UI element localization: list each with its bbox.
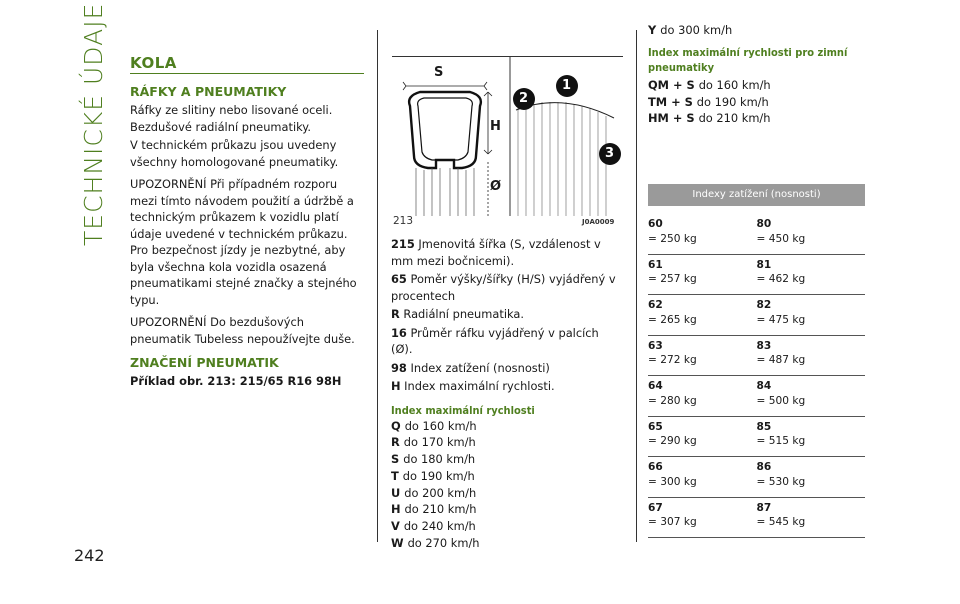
load-weight-value: = 300 kg <box>648 475 697 488</box>
winter-speed-list <box>648 77 868 127</box>
load-table-cell <box>648 339 757 376</box>
load-weight-value: = 530 kg <box>756 475 806 488</box>
paragraph-warning-2: UPOZORNĚNÍ Do bezdušových pneumatik Tubeless nepoužívejte duše. <box>130 315 355 346</box>
subsection-title-rims: RÁFKY A PNEUMATIKY <box>130 84 287 99</box>
label-s: S <box>434 65 444 80</box>
speed-index-title: Index maximální rychlosti <box>391 403 535 417</box>
load-table-header: Indexy zatížení (nosnosti) <box>648 184 865 206</box>
load-table-cell <box>757 217 866 254</box>
label-h: H <box>490 119 501 134</box>
load-table-cell <box>757 298 866 335</box>
definition-item: 98 Index zatížení (nosnosti) <box>391 360 550 375</box>
label-diameter: Ø <box>490 179 502 194</box>
load-table-cell <box>757 420 866 457</box>
speed-item: Q do 160 km/h <box>391 418 477 433</box>
load-weight-value: = 250 kg <box>648 232 697 245</box>
load-index-value: 87 <box>756 501 772 514</box>
speed-item: T do 190 km/h <box>391 468 475 483</box>
load-weight-value: = 462 kg <box>756 273 806 285</box>
speed-item: W do 270 km/h <box>391 536 480 551</box>
tire-figure <box>392 56 623 228</box>
paragraph-rims: Ráfky ze slitiny nebo lisované oceli. Bezdušové radiální pneumatiky. <box>130 103 333 134</box>
load-weight-value: = 487 kg <box>756 354 806 366</box>
load-index-value: 64 <box>648 380 663 392</box>
load-index-value: 63 <box>648 339 663 352</box>
load-table-cell <box>757 379 866 416</box>
load-table-row <box>648 457 865 498</box>
winter-speed-item: HM + S do 210 km/h <box>648 111 771 126</box>
winter-speed-title: Index maximální rychlosti pro zimní pneumatiky <box>648 45 848 74</box>
load-index-value: 86 <box>756 461 772 473</box>
column-3 <box>648 22 868 127</box>
page-number: 242 <box>74 546 105 565</box>
load-weight-value: = 272 kg <box>648 354 697 366</box>
load-index-value: 80 <box>756 218 772 230</box>
load-table-cell <box>648 298 757 335</box>
load-weight-value: = 515 kg <box>756 435 806 447</box>
callout-1: 1 <box>562 78 572 93</box>
side-title <box>72 2 116 246</box>
load-weight-value: = 290 kg <box>648 435 697 447</box>
load-table-cell <box>648 420 757 457</box>
load-table-row <box>648 255 865 296</box>
load-table-row <box>648 417 865 458</box>
load-weight-value: = 545 kg <box>756 516 806 528</box>
load-table-cell <box>757 258 866 295</box>
load-table-body <box>648 214 865 538</box>
winter-speed-item: TM + S do 190 km/h <box>648 94 769 109</box>
definition-list <box>391 236 623 395</box>
load-table-cell <box>757 460 866 497</box>
load-weight-value: = 280 kg <box>648 394 697 407</box>
load-index-value: 60 <box>648 218 663 230</box>
definition-item: 16 Průměr ráfku vyjádřený v palcích (Ø). <box>391 325 599 356</box>
load-index-value: 85 <box>756 420 772 433</box>
load-index-value: 81 <box>756 258 772 271</box>
load-weight-value: = 307 kg <box>648 516 697 528</box>
load-index-value: 62 <box>648 299 663 311</box>
section-rule <box>130 73 364 74</box>
definition-item: 215 Jmenovitá šířka (S, vzdálenost v mm mezi bočnicemi). <box>391 237 601 268</box>
load-table-cell <box>648 460 757 497</box>
winter-speed-item: QM + S do 160 km/h <box>648 77 771 92</box>
subsection-title-marking: ZNAČENÍ PNEUMATIK <box>130 355 279 370</box>
load-table-row <box>648 214 865 255</box>
load-weight-value: = 265 kg <box>648 313 697 326</box>
load-weight-value: = 475 kg <box>756 313 806 326</box>
tread-lines <box>518 102 606 216</box>
load-table-row <box>648 295 865 336</box>
rim-lines <box>416 168 474 216</box>
paragraph-warning-1: UPOZORNĚNÍ Při případném rozporu mezi tímto návodem použití a údržbě a technickým průkazem k vozidlu platí údaje uvedené v technickém průkazu. Pro bezpečnost jízdy je nezbytné, aby byla všechna kola vozidla osazená pneumatikami stejné značky a stejného typu. <box>130 177 357 307</box>
load-table-cell <box>648 501 757 538</box>
speed-item: H do 210 km/h <box>391 502 477 517</box>
load-index-value: 66 <box>648 461 663 473</box>
load-table-row <box>648 336 865 377</box>
example-line: Příklad obr. 213: 215/65 R16 98H <box>130 374 342 388</box>
definition-item: H Index maximální rychlosti. <box>391 379 555 393</box>
tire-diagram <box>392 56 623 216</box>
callout-2: 2 <box>519 91 529 106</box>
load-table-cell <box>648 258 757 295</box>
speed-item: R do 170 km/h <box>391 435 476 450</box>
load-table-cell <box>648 217 757 254</box>
load-weight-value: = 257 kg <box>648 273 697 285</box>
speed-item-y: Y do 300 km/h <box>648 23 733 37</box>
load-table-row <box>648 376 865 417</box>
speed-item: U do 200 km/h <box>391 485 477 500</box>
load-index-value: 82 <box>756 299 772 311</box>
load-index-value: 67 <box>648 501 663 514</box>
paragraph-homologation: V technickém průkazu jsou uvedeny všechny homologované pneumatiky. <box>130 138 339 169</box>
load-index-table <box>648 184 865 538</box>
load-table-cell <box>757 339 866 376</box>
section-title: KOLA <box>130 54 177 72</box>
load-table-row <box>648 498 865 539</box>
load-index-value: 83 <box>756 339 772 352</box>
figure-number: 213 <box>393 215 414 227</box>
load-weight-value: = 500 kg <box>756 394 806 407</box>
speed-list <box>391 418 623 552</box>
definition-item: R Radiální pneumatika. <box>391 307 524 321</box>
load-table-cell <box>648 379 757 416</box>
callout-3: 3 <box>605 146 615 161</box>
speed-item: V do 240 km/h <box>391 519 476 534</box>
side-title-text: TECHNICKÉ ÚDAJE <box>79 2 108 246</box>
load-index-value: 65 <box>648 420 663 433</box>
column-divider-1 <box>377 30 378 542</box>
figure-code: J0A0009 <box>582 218 615 226</box>
definition-item: 65 Poměr výšky/šířky (H/S) vyjádřený v procentech <box>391 272 616 303</box>
column-1 <box>130 54 364 390</box>
load-index-value: 61 <box>648 258 663 271</box>
load-index-value: 84 <box>756 380 772 392</box>
column-2 <box>391 236 623 552</box>
column-divider-2 <box>636 30 637 542</box>
load-weight-value: = 450 kg <box>756 232 806 245</box>
speed-item: S do 180 km/h <box>391 452 476 467</box>
load-table-cell <box>757 501 866 538</box>
